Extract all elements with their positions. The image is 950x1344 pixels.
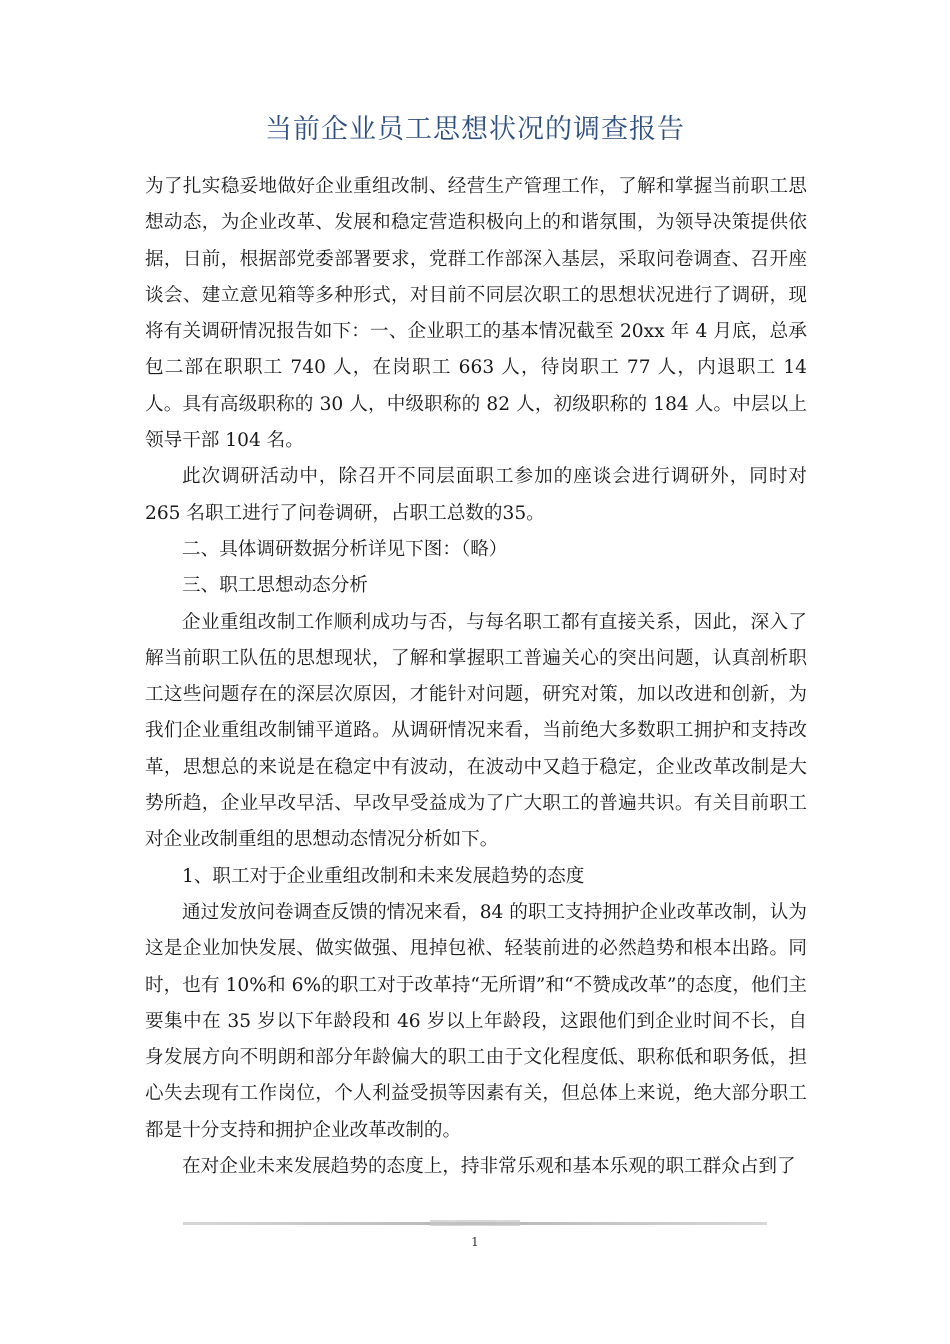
document-body (145, 169, 807, 1185)
paragraph-survey: 此次调研活动中，除召开不同层面职工参加的座谈会进行调研外，同时对 265 名职工进行了问卷调研，占职工总数的35。 (145, 466, 807, 524)
section-heading-2: 二、具体调研数据分析详见下图：（略） (182, 538, 508, 560)
paragraph-attitude: 通过发放问卷调查反馈的情况来看，84 的职工支持拥护企业改革改制，认为这是企业加快发展、做实做强、甩掉包袱、轻装前进的必然趋势和根本出路。同时，也有 10%和 6%的职工对于改革持“无所谓”和“不赞成改革”的态度，他们主要集中在 35 岁以下年龄段和 46 岁以上年龄段，这跟他们到企业时间不长，自身发展方向不明朗和部分年龄偏大的职工由于文化程度低、职称低和职务低，担心失去现有工作岗位，个人利益受损等因素有关，但总体上来说，绝大部分职工都是十分支持和拥护企业改革改制的。 (145, 901, 807, 1141)
subsection-heading-1: 1、职工对于企业重组改制和未来发展趋势的态度 (182, 865, 585, 887)
document-title: 当前企业员工思想状况的调查报告 (265, 114, 685, 145)
paragraph-intro: 为了扎实稳妥地做好企业重组改制、经营生产管理工作，了解和掌握当前职工思想动态，为企业改革、发展和稳定营造积极向上的和谐氛围，为领导决策提供依据，日前，根据部党委部署要求，党群工作部深入基层，采取问卷调查、召开座谈会、建立意见箱等多种形式，对目前不同层次职工的思想状况进行了调研，现将有关调研情况报告如下：一、企业职工的基本情况截至 20xx 年 4 月底，总承包二部在职职工 740 人，在岗职工 663 人，待岗职工 77 人，内退职工 14 人。具有高级职称的 30 人，中级职称的 82 人，初级职称的 184 人。中层以上领导干部 104 名。 (145, 176, 807, 452)
footer-divider-accent (430, 1220, 520, 1226)
paragraph-analysis: 企业重组改制工作顺利成功与否，与每名职工都有直接关系，因此，深入了解当前职工队伍的思想现状，了解和掌握职工普遍关心的突出问题，认真剖析职工这些问题存在的深层次原因，才能针对问题，研究对策，加以改进和创新，为我们企业重组改制铺平道路。从调研情况来看，当前绝大多数职工拥护和支持改革，思想总的来说是在稳定中有波动，在波动中又趋于稳定，企业改革改制是大势所趋，企业早改早活、早改早受益成为了广大职工的普遍共识。有关目前职工对企业改制重组的思想动态情况分析如下。 (145, 611, 807, 851)
page-number: 1 (471, 1235, 479, 1249)
section-heading-3: 三、职工思想动态分析 (182, 575, 368, 597)
paragraph-outlook: 在对企业未来发展趋势的态度上，持非常乐观和基本乐观的职工群众占到了 (182, 1156, 796, 1178)
